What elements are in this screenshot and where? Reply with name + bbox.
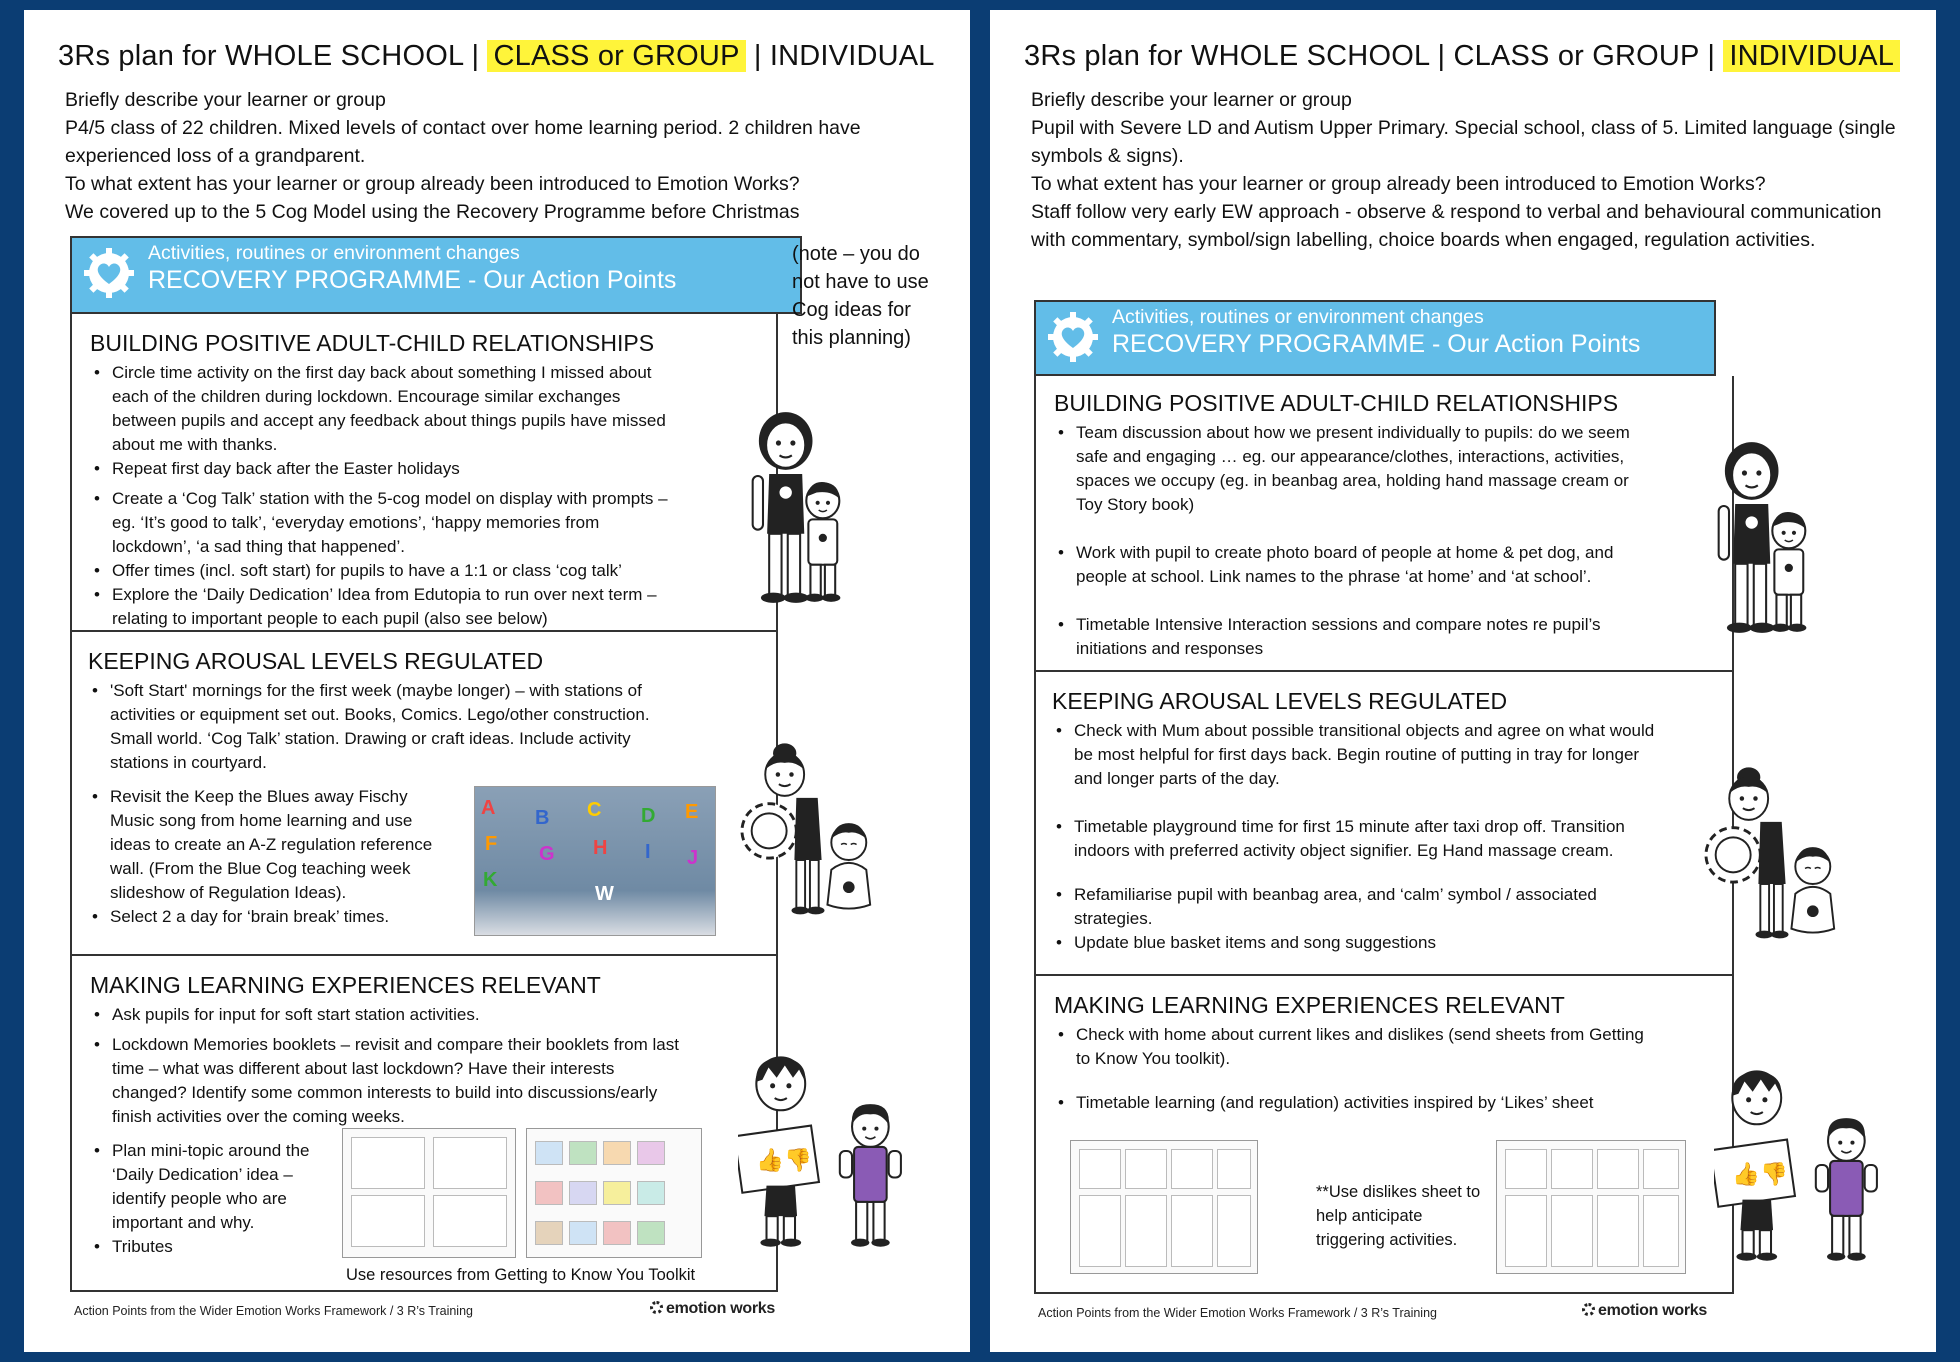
dislikes-note: **Use dislikes sheet to help anticipate triggering activities. — [1316, 1183, 1481, 1249]
banner-title: RECOVERY PROGRAMME - Our Action Points — [148, 266, 677, 294]
learner-description — [65, 86, 965, 226]
intro-question: To what extent has your learner or group already been introduced to Emotion Works? — [65, 173, 800, 195]
section-relationships — [1054, 390, 1734, 661]
list-item: • Circle time activity on the first day back about something I missed about each of the children during lockdown. Encourage similar exchanges between pupils and accept any feedback about things pupils have missed about me with thanks. — [90, 361, 682, 457]
list-item: • Lockdown Memories booklets – revisit and compare their booklets from last time – what was different about last lockdown? Have their interests changed? Identify some common interests to build into discussions/early finish activities over the coming weeks. — [90, 1033, 690, 1129]
list-item: • Timetable playground time for first 15 minute after taxi drop off. Transition indoors with preferred activity object signifier. Eg Hand massage cream. — [1052, 815, 1660, 863]
intro-answer: We covered up to the 5 Cog Model using the Recovery Programme before Christmas — [65, 201, 800, 223]
list-item: • Check with home about current likes and dislikes (send sheets from Getting to Know You toolkit). — [1054, 1023, 1654, 1071]
title-highlight: INDIVIDUAL — [1723, 40, 1900, 72]
title-suffix: | INDIVIDUAL — [753, 40, 935, 72]
resource-symbols-thumbnail — [526, 1128, 702, 1258]
dislikes-sheet-thumbnail — [1496, 1140, 1686, 1274]
list-item: • Timetable learning (and regulation) activities inspired by ‘Likes’ sheet — [1054, 1091, 1654, 1115]
resources-caption: Use resources from Getting to Know You Toolkit — [346, 1266, 696, 1284]
section-heading: BUILDING POSITIVE ADULT-CHILD RELATIONSHIPS — [90, 330, 655, 356]
cog-figure — [740, 726, 876, 926]
describe-question: Briefly describe your learner or group — [1031, 89, 1352, 111]
title-prefix: 3Rs plan for WHOLE SCHOOL | — [58, 40, 480, 72]
section-heading: BUILDING POSITIVE ADULT-CHILD RELATIONSHIPS — [1054, 390, 1619, 416]
list-item: • Create a ‘Cog Talk’ station with the 5-cog model on display with prompts – eg. ‘It’s good to talk’, ‘everyday emotions’, ‘happy memories from lockdown’, ‘a sad thing that happened’. — [90, 487, 682, 559]
section-heading: KEEPING AROUSAL LEVELS REGULATED — [1052, 688, 1508, 714]
page-footer: Action Points from the Wider Emotion Works Framework / 3 R’s Training — [1038, 1306, 1437, 1320]
list-item: • Plan mini-topic around the ‘Daily Dedication’ idea – identify people who are important and why. — [90, 1139, 328, 1235]
section-arousal — [1052, 688, 1732, 955]
recovery-banner — [1034, 300, 1716, 376]
cog-figure — [1704, 750, 1840, 950]
banner-subtitle: Activities, routines or environment changes — [1112, 306, 1484, 328]
section-heading: MAKING LEARNING EXPERIENCES RELEVANT — [1054, 992, 1565, 1018]
intro-question: To what extent has your learner or group already been introduced to Emotion Works? — [1031, 173, 1766, 195]
list-item: • Tributes — [90, 1235, 328, 1259]
left-plan-page — [24, 10, 970, 1352]
likes-sheet-thumbnail — [1070, 1140, 1258, 1274]
list-item: • 'Soft Start' mornings for the first week (maybe longer) – with stations of activities or equipment set out. Books, Comics. Lego/other construction. Small world. ‘Cog Talk’ station. Drawing or craft ideas. Include activity stations in courtyard. — [88, 679, 688, 775]
list-item: • Select 2 a day for ‘brain break’ times. — [88, 905, 448, 929]
list-item: • Ask pupils for input for soft start station activities. — [90, 1003, 690, 1027]
learner-description — [1031, 86, 1921, 254]
title-prefix: 3Rs plan for WHOLE SCHOOL | CLASS or GROUP | — [1024, 40, 1716, 72]
list-item: • Explore the ‘Daily Dedication’ Idea from Edutopia to run over next term – relating to important people to each pupil (also see below) — [90, 583, 682, 631]
resource-sheet-thumbnail — [342, 1128, 516, 1258]
list-item: • Update blue basket items and song suggestions — [1052, 931, 1660, 955]
right-plan-page — [990, 10, 1936, 1352]
emotion-works-logo-icon — [650, 1301, 663, 1314]
title-highlight: CLASS or GROUP — [487, 40, 745, 72]
emotion-works-logo: emotion works — [650, 1300, 775, 1318]
heart-cog-icon — [1048, 312, 1098, 362]
thumbs-figure — [1714, 1064, 1882, 1264]
describe-question: Briefly describe your learner or group — [65, 89, 386, 111]
section-learning — [1054, 992, 1734, 1115]
page-footer: Action Points from the Wider Emotion Works Framework / 3 R’s Training — [74, 1304, 473, 1318]
list-item: • Revisit the Keep the Blues away Fischy Music song from home learning and use ideas to create an A-Z regulation reference wall. (From the Blue Cog teaching week slideshow of Regulation Ideas). — [88, 785, 448, 905]
list-item: • Team discussion about how we present individually to pupils: do we seem safe and engaging … eg. our appearance/clothes, interactions, activities, spaces we occupy (eg. in beanbag area, holding hand massage cream or Toy Story book) — [1054, 421, 1648, 517]
page-title — [58, 40, 935, 73]
describe-answer: P4/5 class of 22 children. Mixed levels of contact over home learning period. 2 children have experienced loss of a grandparent. — [65, 117, 861, 167]
banner-subtitle: Activities, routines or environment changes — [148, 242, 520, 264]
section-heading: MAKING LEARNING EXPERIENCES RELEVANT — [90, 972, 601, 998]
side-note: (note – you do not have to use Cog ideas for this planning) — [792, 243, 929, 349]
adult-child-figure — [744, 410, 848, 606]
list-item: • Work with pupil to create photo board of people at home & pet dog, and people at school. Link names to the phrase ‘at home’ and ‘at school’. — [1054, 541, 1648, 589]
list-item: • Timetable Intensive Interaction sessions and compare notes re pupil’s initiations and responses — [1054, 613, 1648, 661]
list-item: • Check with Mum about possible transitional objects and agree on what would be most helpful for first days back. Begin routine of putting in tray for longer and longer parts of the day. — [1052, 719, 1660, 791]
describe-answer: Pupil with Severe LD and Autism Upper Primary. Special school, class of 5. Limited language (single symbols & signs). — [1031, 117, 1896, 167]
recovery-banner — [70, 236, 802, 314]
list-item: • Offer times (incl. soft start) for pupils to have a 1:1 or class ‘cog talk’ — [90, 559, 682, 583]
section-relationships — [90, 330, 780, 631]
thumbs-figure — [738, 1050, 906, 1250]
regulation-wall-photo: A F K B G C H D I E J W — [474, 786, 716, 936]
page-title — [1024, 40, 1900, 73]
emotion-works-logo-icon — [1582, 1303, 1595, 1316]
heart-cog-icon — [84, 248, 134, 298]
emotion-works-logo: emotion works — [1582, 1302, 1707, 1320]
banner-title: RECOVERY PROGRAMME - Our Action Points — [1112, 330, 1641, 358]
section-heading: KEEPING AROUSAL LEVELS REGULATED — [88, 648, 544, 674]
adult-child-figure — [1710, 440, 1814, 636]
list-item: • Refamiliarise pupil with beanbag area, and ‘calm’ symbol / associated strategies. — [1052, 883, 1660, 931]
intro-answer: Staff follow very early EW approach - observe & respond to verbal and behavioural communication with commentary, symbol/sign labelling, choice boards when engaged, regulation activities. — [1031, 201, 1882, 251]
list-item: • Repeat first day back after the Easter holidays — [90, 457, 682, 481]
